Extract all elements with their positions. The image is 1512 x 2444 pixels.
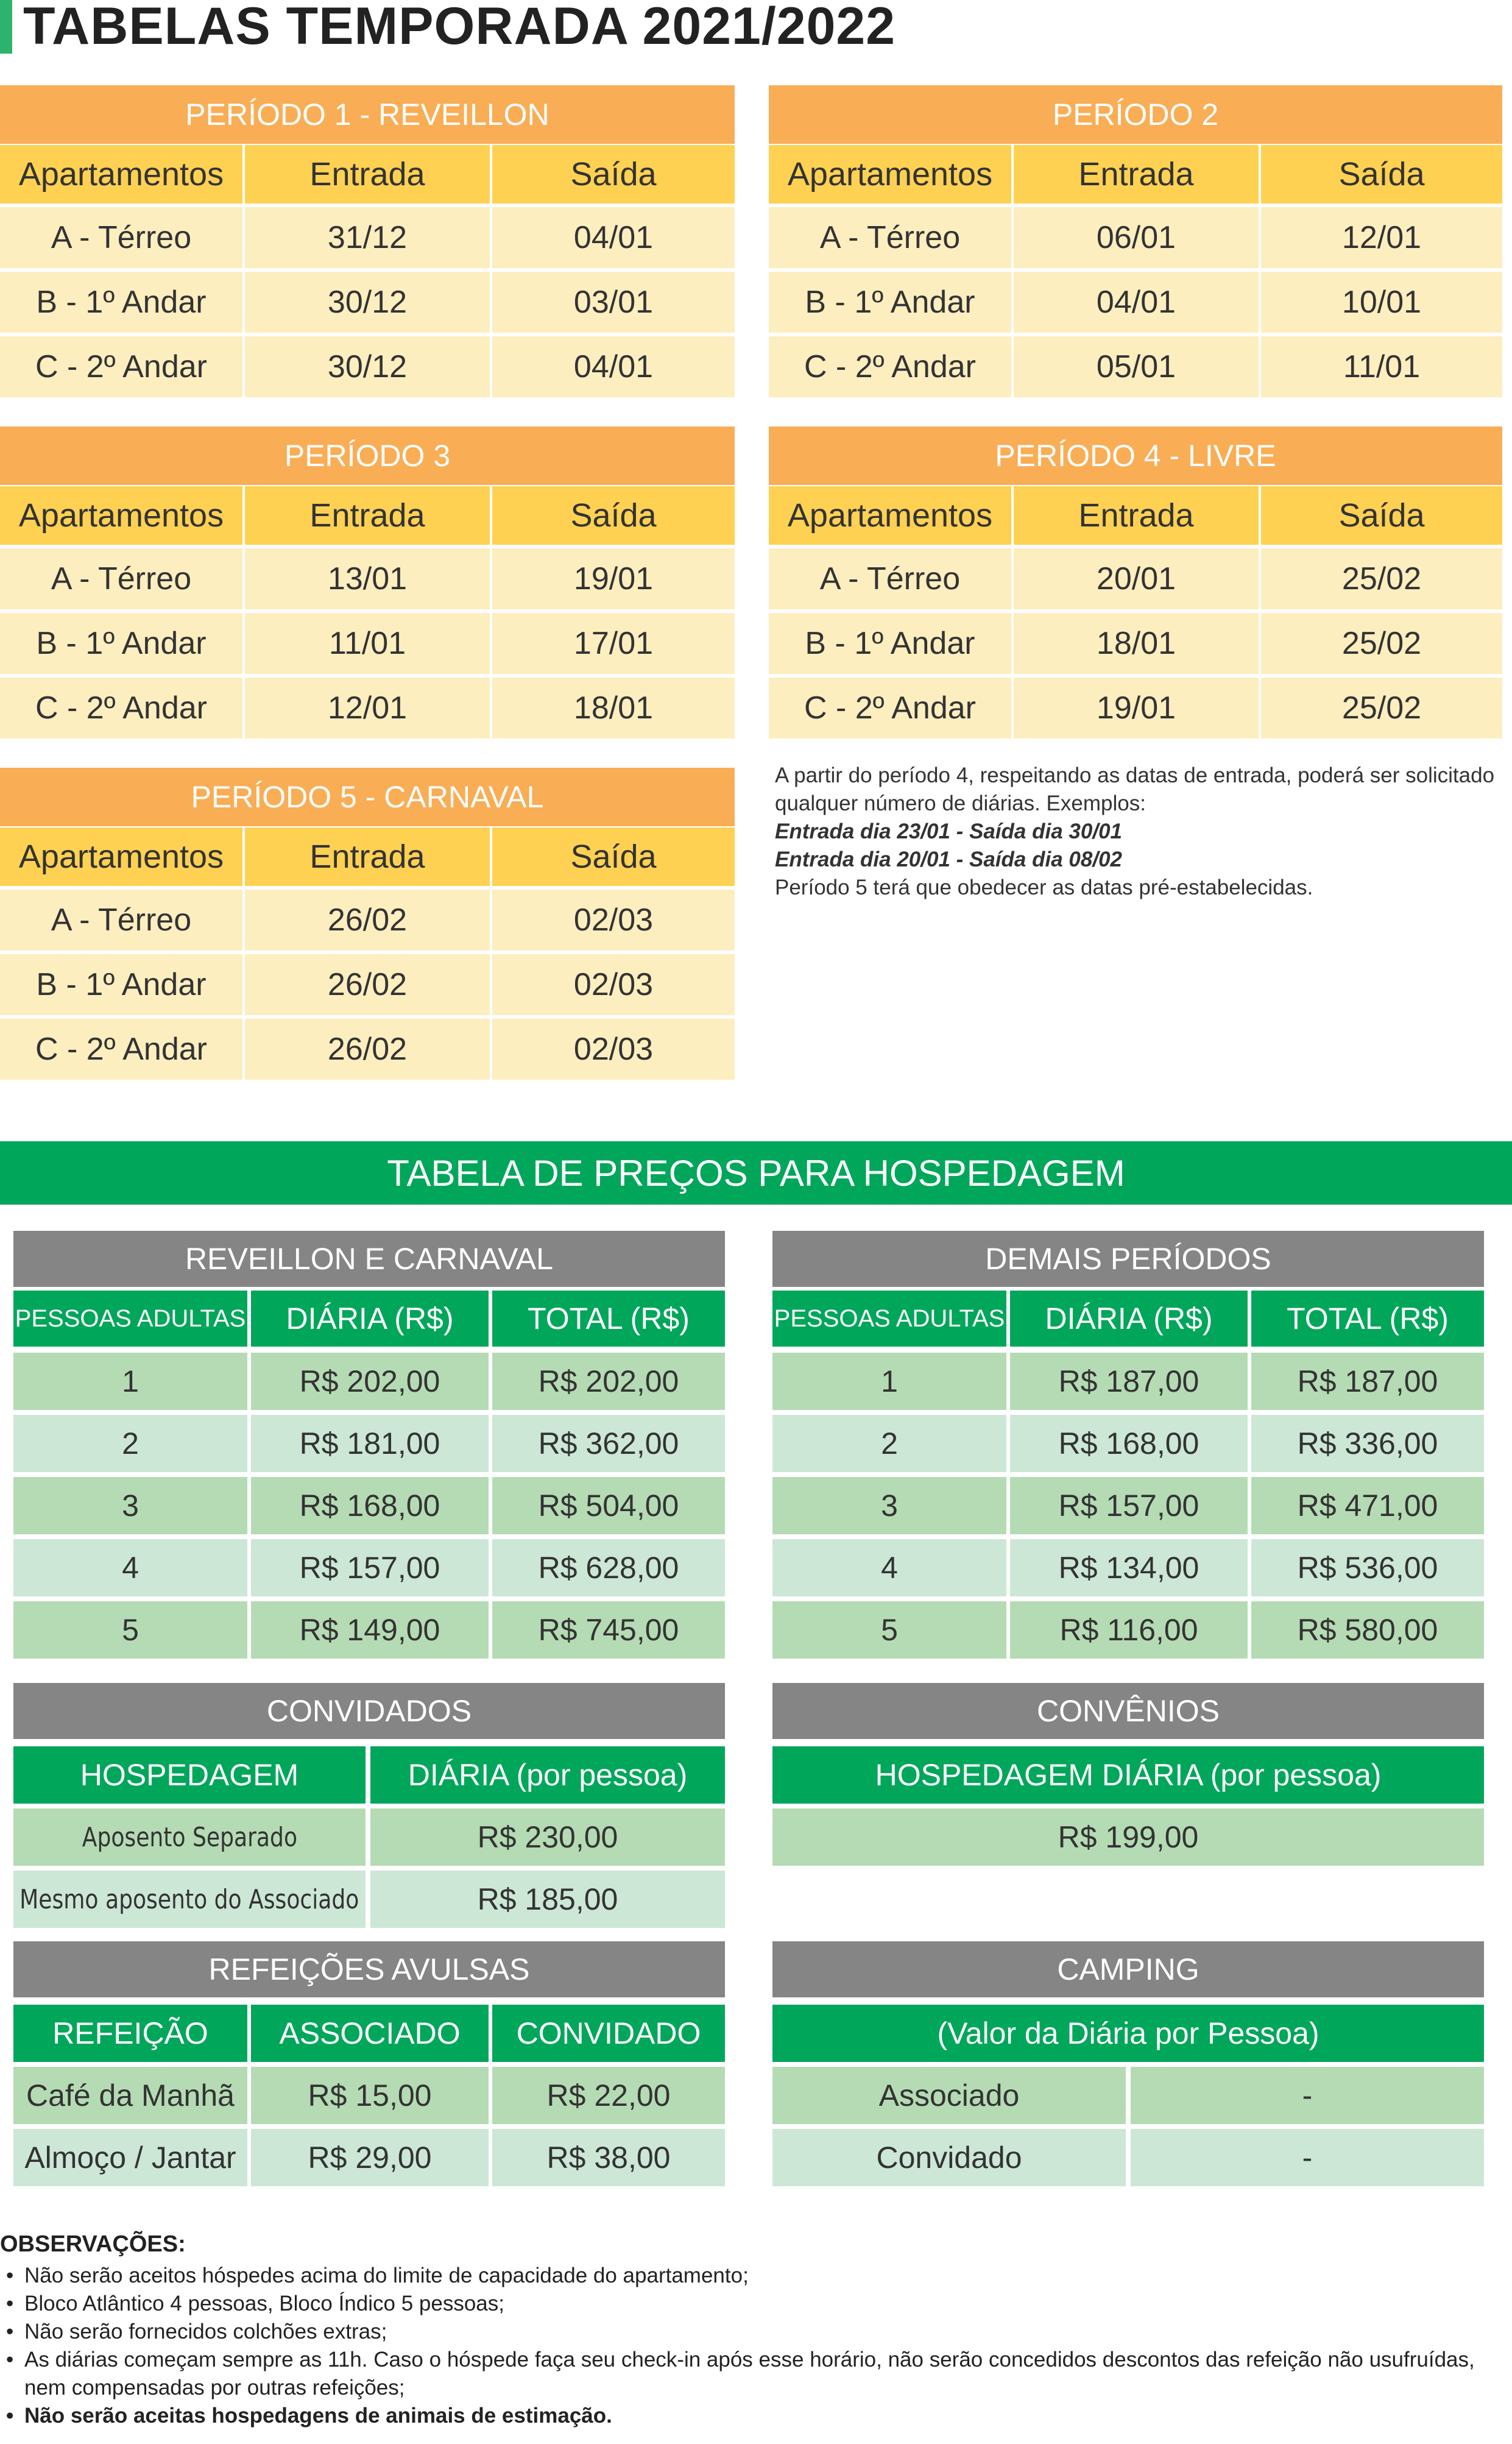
schedule-header-cell: Saída xyxy=(492,827,735,886)
date-cell: 10/01 xyxy=(1261,272,1502,333)
schedule-header-cell: Saída xyxy=(492,486,735,545)
page-title: TABELAS TEMPORADA 2021/2022 xyxy=(23,0,896,55)
note-line: Período 5 terá que obedecer as datas pré-estabelecidas. xyxy=(775,876,1313,899)
period-title: PERÍODO 1 - REVEILLON xyxy=(0,85,735,144)
period-title: PERÍODO 2 xyxy=(769,85,1502,144)
price-header-cell: DIÁRIA (R$) xyxy=(1010,1291,1248,1347)
price-cell: R$ 362,00 xyxy=(492,1415,725,1472)
date-cell: 13/01 xyxy=(245,548,490,609)
apartment-cell: B - 1º Andar xyxy=(0,954,242,1015)
price-cell: R$ 745,00 xyxy=(492,1601,725,1659)
period-title: PERÍODO 4 - LIVRE xyxy=(769,427,1502,485)
price-cell: R$ 336,00 xyxy=(1251,1415,1484,1472)
guest-price-cell: R$ 185,00 xyxy=(370,1871,725,1928)
observations xyxy=(0,2230,1505,2430)
apartment-cell: A - Térreo xyxy=(0,207,242,268)
date-cell: 18/01 xyxy=(1014,613,1259,674)
date-cell: 12/01 xyxy=(245,678,490,739)
schedule-note xyxy=(775,762,1506,902)
schedule-header-cell: Entrada xyxy=(245,145,490,204)
date-cell: 02/03 xyxy=(492,890,735,951)
schedule-header-cell: Apartamentos xyxy=(769,145,1011,204)
period-title: PERÍODO 3 xyxy=(0,427,735,485)
price-header-cell: PESSOAS ADULTAS xyxy=(772,1291,1006,1347)
price-header-cell: PESSOAS ADULTAS xyxy=(13,1291,247,1347)
partnerships-price: R$ 199,00 xyxy=(772,1808,1484,1866)
schedule-header-cell: Entrada xyxy=(1014,145,1259,204)
price-cell: 2 xyxy=(772,1415,1006,1472)
price-table-title: REVEILLON E CARNAVAL xyxy=(13,1231,725,1287)
date-cell: 05/01 xyxy=(1014,336,1259,397)
price-cell: R$ 149,00 xyxy=(251,1601,489,1659)
schedule-header-cell: Saída xyxy=(1261,486,1502,545)
date-cell: 11/01 xyxy=(1261,336,1502,397)
price-cell: 5 xyxy=(772,1601,1006,1659)
date-cell: 02/03 xyxy=(492,1019,735,1080)
apartment-cell: B - 1º Andar xyxy=(769,613,1011,674)
date-cell: 26/02 xyxy=(245,1019,490,1080)
title-accent-bar xyxy=(0,0,12,54)
date-cell: 02/03 xyxy=(492,954,735,1015)
price-cell: R$ 471,00 xyxy=(1251,1477,1484,1534)
note-example: Entrada dia 20/01 - Saída dia 08/02 xyxy=(775,848,1122,871)
date-cell: 11/01 xyxy=(245,613,490,674)
schedule-header-cell: Apartamentos xyxy=(0,486,242,545)
observations-title: OBSERVAÇÕES: xyxy=(0,2231,186,2257)
date-cell: 03/01 xyxy=(492,272,735,333)
date-cell: 19/01 xyxy=(492,548,735,609)
date-cell: 31/12 xyxy=(245,207,490,268)
date-cell: 04/01 xyxy=(492,336,735,397)
observation-item: • Não serão fornecidos colchões extras; xyxy=(0,2318,1505,2346)
apartment-cell: C - 2º Andar xyxy=(769,678,1011,739)
price-cell: 4 xyxy=(772,1539,1006,1596)
meals-cell: R$ 38,00 xyxy=(492,2129,725,2186)
observation-item: • Bloco Atlântico 4 pessoas, Bloco Índico 5 pessoas; xyxy=(0,2290,1505,2318)
camping-cell: Associado xyxy=(772,2067,1126,2124)
schedule-header-cell: Entrada xyxy=(245,486,490,545)
apartment-cell: B - 1º Andar xyxy=(0,613,242,674)
observation-item: • As diárias começam sempre as 11h. Caso o hóspede faça seu check-in após esse horário, não serão concedidos descontos das refeição não usufruídas, nem compensadas por outras refeições; xyxy=(0,2346,1505,2402)
price-cell: 5 xyxy=(13,1601,247,1659)
note-line: A partir do período 4, respeitando as datas de entrada, poderá ser solicitado xyxy=(775,763,1495,787)
date-cell: 19/01 xyxy=(1014,678,1259,739)
meals-cell: R$ 22,00 xyxy=(492,2067,725,2124)
price-header-cell: TOTAL (R$) xyxy=(1251,1291,1484,1347)
schedule-header-cell: Entrada xyxy=(245,827,490,886)
date-cell: 18/01 xyxy=(492,678,735,739)
guest-price-cell: R$ 230,00 xyxy=(370,1808,725,1866)
apartment-cell: C - 2º Andar xyxy=(0,1019,242,1080)
date-cell: 26/02 xyxy=(245,890,490,951)
note-line: qualquer número de diárias. Exemplos: xyxy=(775,792,1146,815)
date-cell: 30/12 xyxy=(245,272,490,333)
date-cell: 20/01 xyxy=(1014,548,1259,609)
meals-header-cell: CONVIDADO xyxy=(492,2005,725,2062)
price-header-cell: DIÁRIA (R$) xyxy=(251,1291,489,1347)
price-table-title: DEMAIS PERÍODOS xyxy=(772,1231,1484,1287)
price-cell: 1 xyxy=(772,1353,1006,1410)
apartment-cell: B - 1º Andar xyxy=(0,272,242,333)
meals-cell: R$ 15,00 xyxy=(251,2067,489,2124)
observation-item: • Não serão aceitos hóspedes acima do limite de capacidade do apartamento; xyxy=(0,2262,1505,2290)
apartment-cell: B - 1º Andar xyxy=(769,272,1011,333)
price-header-cell: TOTAL (R$) xyxy=(492,1291,725,1347)
camping-cell: Convidado xyxy=(772,2129,1126,2186)
price-cell: 1 xyxy=(13,1353,247,1410)
apartment-cell: A - Térreo xyxy=(769,207,1011,268)
schedule-header-cell: Saída xyxy=(492,145,735,204)
apartment-cell: A - Térreo xyxy=(0,548,242,609)
partnerships-header: HOSPEDAGEM DIÁRIA (por pessoa) xyxy=(772,1746,1484,1804)
price-cell: R$ 504,00 xyxy=(492,1477,725,1534)
period-title: PERÍODO 5 - CARNAVAL xyxy=(0,768,735,826)
meals-header-cell: ASSOCIADO xyxy=(251,2005,489,2062)
note-example: Entrada dia 23/01 - Saída dia 30/01 xyxy=(775,820,1122,843)
observation-item: • Não serão aceitas hospedagens de animais de estimação. xyxy=(0,2402,1505,2430)
guests-header-cell: HOSPEDAGEM xyxy=(13,1746,366,1804)
meals-title: REFEIÇÕES AVULSAS xyxy=(13,1941,725,1997)
meals-cell: Almoço / Jantar xyxy=(13,2129,247,2186)
price-cell: R$ 181,00 xyxy=(251,1415,489,1472)
guest-room-cell xyxy=(13,1871,366,1928)
date-cell: 25/02 xyxy=(1261,613,1502,674)
date-cell: 25/02 xyxy=(1261,678,1502,739)
schedule-header-cell: Entrada xyxy=(1014,486,1259,545)
partnerships-title: CONVÊNIOS xyxy=(772,1683,1484,1739)
guests-header-cell: DIÁRIA (por pessoa) xyxy=(370,1746,725,1804)
guest-room-cell xyxy=(13,1808,366,1866)
camping-cell: - xyxy=(1131,2067,1484,2124)
apartment-cell: A - Térreo xyxy=(769,548,1011,609)
pricing-banner: TABELA DE PREÇOS PARA HOSPEDAGEM xyxy=(0,1141,1512,1205)
price-cell: R$ 202,00 xyxy=(492,1353,725,1410)
schedule-header-cell: Apartamentos xyxy=(0,827,242,886)
date-cell: 12/01 xyxy=(1261,207,1502,268)
price-cell: R$ 580,00 xyxy=(1251,1601,1484,1659)
meals-header-cell: REFEIÇÃO xyxy=(13,2005,247,2062)
price-cell: 3 xyxy=(772,1477,1006,1534)
price-cell: R$ 116,00 xyxy=(1010,1601,1248,1659)
price-cell: R$ 628,00 xyxy=(492,1539,725,1596)
price-cell: R$ 134,00 xyxy=(1010,1539,1248,1596)
apartment-cell: C - 2º Andar xyxy=(0,678,242,739)
price-cell: R$ 168,00 xyxy=(251,1477,489,1534)
guest-room-label: Aposento Separado xyxy=(82,1821,297,1853)
meals-cell: Café da Manhã xyxy=(13,2067,247,2124)
schedule-header-cell: Apartamentos xyxy=(769,486,1011,545)
date-cell: 04/01 xyxy=(492,207,735,268)
guests-title: CONVIDADOS xyxy=(13,1683,725,1739)
price-cell: 4 xyxy=(13,1539,247,1596)
apartment-cell: C - 2º Andar xyxy=(0,336,242,397)
price-cell: R$ 536,00 xyxy=(1251,1539,1484,1596)
meals-cell: R$ 29,00 xyxy=(251,2129,489,2186)
schedule-header-cell: Saída xyxy=(1261,145,1502,204)
price-cell: 3 xyxy=(13,1477,247,1534)
price-cell: R$ 187,00 xyxy=(1010,1353,1248,1410)
date-cell: 26/02 xyxy=(245,954,490,1015)
schedule-header-cell: Apartamentos xyxy=(0,145,242,204)
apartment-cell: A - Térreo xyxy=(0,890,242,951)
price-cell: R$ 157,00 xyxy=(251,1539,489,1596)
date-cell: 25/02 xyxy=(1261,548,1502,609)
price-cell: R$ 168,00 xyxy=(1010,1415,1248,1472)
camping-title: CAMPING xyxy=(772,1941,1484,1997)
date-cell: 30/12 xyxy=(245,336,490,397)
date-cell: 04/01 xyxy=(1014,272,1259,333)
guest-room-label: Mesmo aposento do Associado xyxy=(19,1883,359,1915)
camping-header: (Valor da Diária por Pessoa) xyxy=(772,2005,1484,2062)
apartment-cell: C - 2º Andar xyxy=(769,336,1011,397)
date-cell: 17/01 xyxy=(492,613,735,674)
price-cell: R$ 157,00 xyxy=(1010,1477,1248,1534)
price-cell: 2 xyxy=(13,1415,247,1472)
price-cell: R$ 202,00 xyxy=(251,1353,489,1410)
date-cell: 06/01 xyxy=(1014,207,1259,268)
price-cell: R$ 187,00 xyxy=(1251,1353,1484,1410)
camping-cell: - xyxy=(1131,2129,1484,2186)
